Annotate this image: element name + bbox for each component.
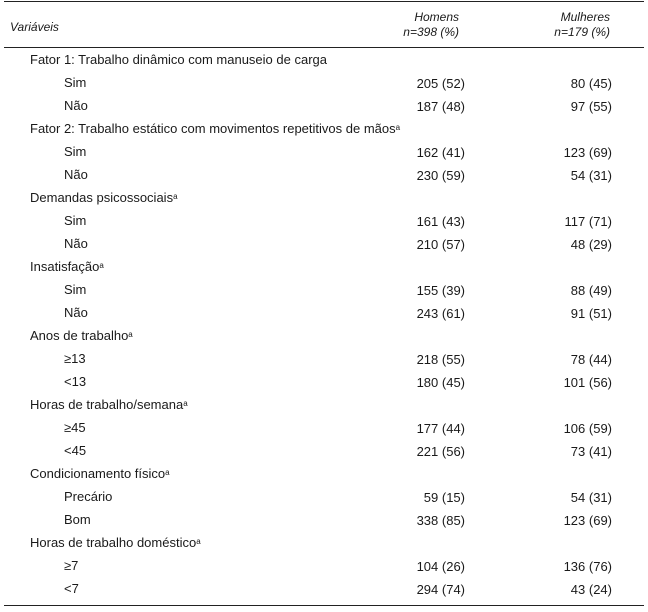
header-women-n: n=179 (%) bbox=[554, 25, 610, 39]
label-text: Precário bbox=[64, 489, 113, 504]
table-body bbox=[0, 48, 648, 600]
table-row bbox=[0, 278, 648, 301]
women-value: 123 (69) bbox=[563, 513, 612, 528]
header-variables: Variáveis bbox=[10, 20, 59, 34]
table-row bbox=[0, 577, 648, 600]
label-text: Não bbox=[64, 167, 88, 182]
table-row bbox=[0, 209, 648, 232]
category-label bbox=[30, 190, 178, 205]
men-value: 162 (41) bbox=[416, 145, 465, 160]
label-text: Demandas psicossociais bbox=[30, 190, 174, 205]
label-text: Fator 2: Trabalho estático com movimentos repetitivos de mãos bbox=[30, 121, 396, 136]
women-value: 117 (71) bbox=[564, 214, 612, 229]
label-text: Sim bbox=[64, 75, 87, 90]
label-text: ≥45 bbox=[64, 420, 86, 435]
category-label bbox=[30, 259, 104, 274]
row-label bbox=[64, 75, 86, 90]
women-value: 48 (29) bbox=[570, 237, 612, 252]
row-label bbox=[64, 443, 86, 458]
table-row bbox=[0, 71, 648, 94]
women-value: 43 (24) bbox=[570, 582, 612, 597]
category-label bbox=[30, 535, 201, 550]
row-label bbox=[64, 236, 88, 251]
table-top-rule bbox=[4, 1, 644, 2]
men-value: 59 (15) bbox=[423, 490, 465, 505]
men-value: 243 (61) bbox=[416, 306, 465, 321]
men-value: 155 (39) bbox=[416, 283, 465, 298]
men-value: 104 (26) bbox=[416, 559, 465, 574]
row-label bbox=[64, 282, 86, 297]
footnote-mark: a bbox=[165, 468, 170, 477]
category-label bbox=[30, 397, 188, 412]
table-row bbox=[0, 301, 648, 324]
women-value: 97 (55) bbox=[570, 99, 612, 114]
category-row bbox=[0, 255, 648, 278]
men-value: 205 (52) bbox=[416, 76, 465, 91]
label-text: Bom bbox=[64, 512, 91, 527]
table-row bbox=[0, 163, 648, 186]
row-label bbox=[64, 489, 112, 504]
label-text: Sim bbox=[64, 144, 87, 159]
row-label bbox=[64, 144, 86, 159]
label-text: Horas de trabalho doméstico bbox=[30, 535, 197, 550]
category-row bbox=[0, 324, 648, 347]
men-value: 180 (45) bbox=[416, 375, 465, 390]
women-value: 101 (56) bbox=[563, 375, 612, 390]
label-text: Sim bbox=[64, 213, 87, 228]
men-value: 338 (85) bbox=[416, 513, 465, 528]
label-text: <13 bbox=[64, 374, 87, 389]
table-row bbox=[0, 439, 648, 462]
women-value: 80 (45) bbox=[570, 76, 612, 91]
women-value: 78 (44) bbox=[570, 352, 612, 367]
footnote-mark: a bbox=[99, 261, 104, 270]
table-row bbox=[0, 485, 648, 508]
women-value: 136 (76) bbox=[563, 559, 612, 574]
label-text: ≥7 bbox=[64, 558, 79, 573]
label-text: Anos de trabalho bbox=[30, 328, 129, 343]
label-text: Condicionamento físico bbox=[30, 466, 166, 481]
men-value: 210 (57) bbox=[416, 237, 465, 252]
table-row bbox=[0, 140, 648, 163]
women-value: 73 (41) bbox=[570, 444, 612, 459]
label-text: Sim bbox=[64, 282, 87, 297]
footnote-mark: a bbox=[173, 192, 178, 201]
row-label bbox=[64, 98, 88, 113]
table-row bbox=[0, 508, 648, 531]
row-label bbox=[64, 351, 86, 366]
table-row bbox=[0, 347, 648, 370]
category-label bbox=[30, 52, 327, 67]
category-row bbox=[0, 531, 648, 554]
category-label bbox=[30, 466, 170, 481]
men-value: 294 (74) bbox=[416, 582, 465, 597]
header-men bbox=[403, 10, 459, 40]
men-value: 218 (55) bbox=[416, 352, 465, 367]
row-label bbox=[64, 558, 78, 573]
men-value: 177 (44) bbox=[416, 421, 465, 436]
women-value: 106 (59) bbox=[563, 421, 612, 436]
table-bottom-rule bbox=[4, 605, 644, 606]
table-row bbox=[0, 554, 648, 577]
men-value: 161 (43) bbox=[416, 214, 465, 229]
label-text: <7 bbox=[64, 581, 79, 596]
category-row bbox=[0, 186, 648, 209]
men-value: 187 (48) bbox=[416, 99, 465, 114]
table-row bbox=[0, 232, 648, 255]
table-row bbox=[0, 370, 648, 393]
label-text: ≥13 bbox=[64, 351, 86, 366]
label-text: Não bbox=[64, 305, 88, 320]
footnote-mark: a bbox=[196, 537, 201, 546]
women-value: 88 (49) bbox=[570, 283, 612, 298]
label-text: Fator 1: Trabalho dinâmico com manuseio de carga bbox=[30, 52, 327, 67]
category-row bbox=[0, 48, 648, 71]
category-row bbox=[0, 117, 648, 140]
row-label bbox=[64, 581, 79, 596]
row-label bbox=[64, 167, 88, 182]
men-value: 221 (56) bbox=[416, 444, 465, 459]
row-label bbox=[64, 512, 91, 527]
header-women-label: Mulheres bbox=[560, 10, 610, 24]
women-value: 54 (31) bbox=[570, 490, 612, 505]
category-row bbox=[0, 393, 648, 416]
category-row bbox=[0, 462, 648, 485]
table-row bbox=[0, 416, 648, 439]
label-text: <45 bbox=[64, 443, 87, 458]
label-text: Horas de trabalho/semana bbox=[30, 397, 184, 412]
women-value: 91 (51) bbox=[570, 306, 612, 321]
label-text: Insatisfação bbox=[30, 259, 100, 274]
footnote-mark: a bbox=[128, 330, 133, 339]
women-value: 54 (31) bbox=[570, 168, 612, 183]
category-label bbox=[30, 328, 133, 343]
footnote-mark: a bbox=[395, 123, 401, 132]
label-text: Não bbox=[64, 236, 88, 251]
header-women bbox=[554, 10, 610, 40]
footnote-mark: a bbox=[183, 399, 188, 408]
row-label bbox=[64, 420, 86, 435]
label-text: Não bbox=[64, 98, 88, 113]
row-label bbox=[64, 374, 86, 389]
table-row bbox=[0, 94, 648, 117]
header-men-label: Homens bbox=[414, 10, 459, 24]
men-value: 230 (59) bbox=[416, 168, 465, 183]
row-label bbox=[64, 213, 86, 228]
header-men-n: n=398 (%) bbox=[403, 25, 459, 39]
row-label bbox=[64, 305, 88, 320]
women-value: 123 (69) bbox=[563, 145, 612, 160]
category-label bbox=[30, 121, 400, 136]
